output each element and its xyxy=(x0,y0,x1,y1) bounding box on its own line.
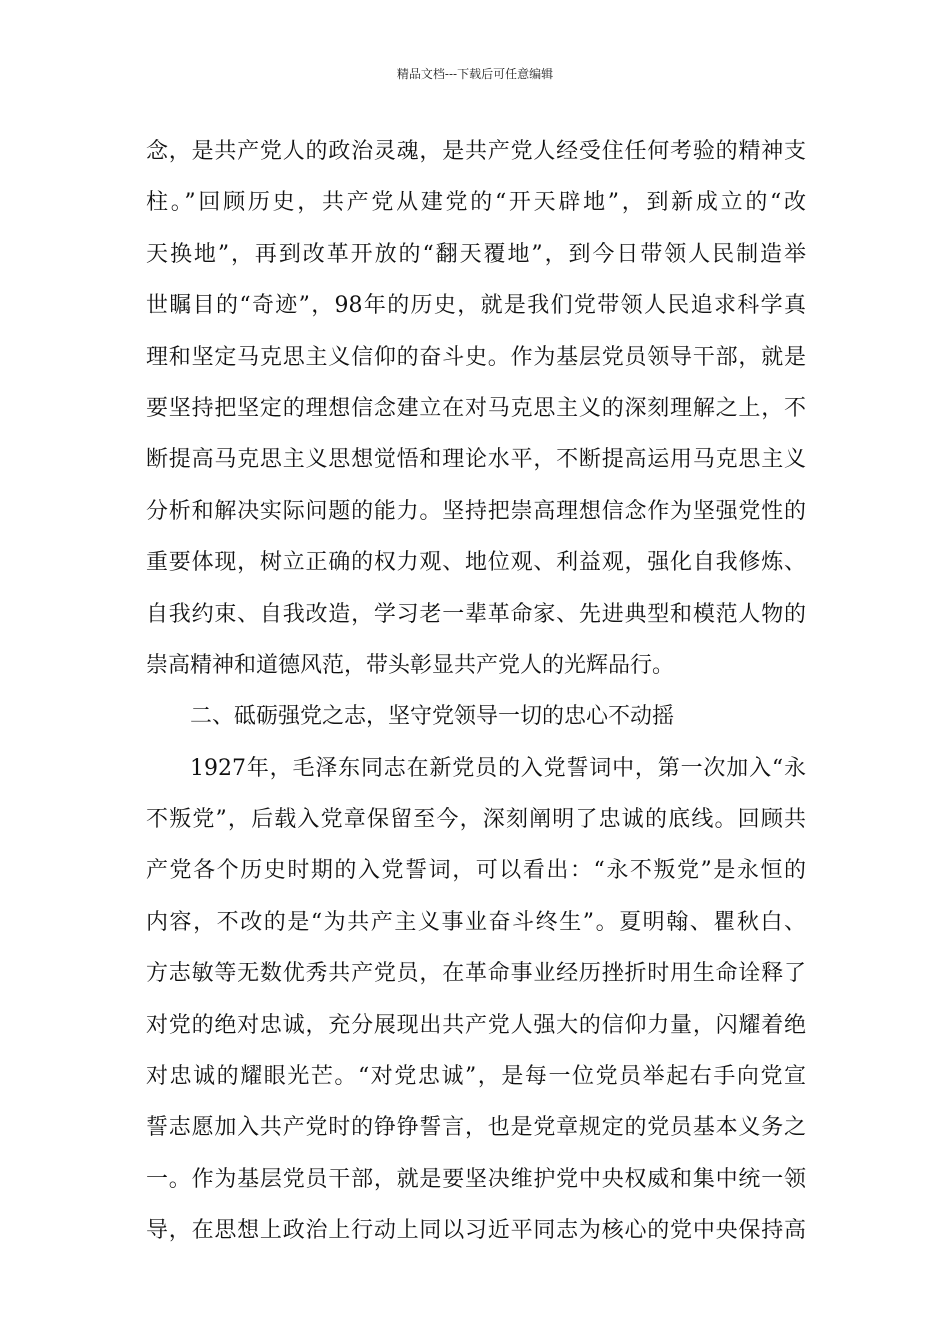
section-heading: 二、砥砺强党之志，坚守党领导一切的忠心不动摇 xyxy=(190,704,675,730)
text-line: 不叛党”，后载入党章保留至今，深刻阐明了忠诚的底线。回顾共 xyxy=(146,807,806,833)
text-line: 导，在思想上政治上行动上同以习近平同志为核心的党中央保持高 xyxy=(146,1218,806,1244)
text-line: 崇高精神和道德风范，带头彰显共产党人的光辉品行。 xyxy=(146,652,675,678)
text-line: 断提高马克思主义思想觉悟和理论水平，不断提高运用马克思主义 xyxy=(146,447,806,473)
document-body xyxy=(146,126,806,1257)
text-line: 1927年，毛泽东同志在新党员的入党誓词中，第一次加入“永 xyxy=(190,755,806,781)
text-line: 重要体现，树立正确的权力观、地位观、利益观，强化自我修炼、 xyxy=(146,550,806,576)
text-line: 理和坚定马克思主义信仰的奋斗史。作为基层党员领导干部，就是 xyxy=(146,344,806,370)
text-line: 念，是共产党人的政治灵魂，是共产党人经受住任何考验的精神支 xyxy=(146,139,806,164)
text-line: 世瞩目的“奇迹”，98年的历史，就是我们党带领人民追求科学真 xyxy=(146,293,806,319)
page-header: 精品文档---下载后可任意编辑 xyxy=(396,67,554,81)
text-line: 方志敏等无数优秀共产党员，在革命事业经历挫折时用生命诠释了 xyxy=(146,961,806,987)
text-line: 要坚持把坚定的理想信念建立在对马克思主义的深刻理解之上，不 xyxy=(146,395,806,421)
text-line: 一。作为基层党员干部，就是要坚决维护党中央权威和集中统一领 xyxy=(146,1166,806,1192)
text-line: 产党各个历史时期的入党誓词，可以看出：“永不叛党”是永恒的 xyxy=(146,858,806,884)
text-line: 誓志愿加入共产党时的铮铮誓言，也是党章规定的党员基本义务之 xyxy=(146,1115,806,1141)
text-line: 对党的绝对忠诚，充分展现出共产党人强大的信仰力量，闪耀着绝 xyxy=(146,1012,806,1038)
text-line: 自我约束、自我改造，学习老一辈革命家、先进典型和模范人物的 xyxy=(146,601,806,627)
text-line: 天换地”，再到改革开放的“翻天覆地”，到今日带领人民制造举 xyxy=(146,241,806,267)
text-line: 柱。”回顾历史，共产党从建党的“开天辟地”，到新成立的“改 xyxy=(146,190,806,216)
text-line: 对忠诚的耀眼光芒。“对党忠诚”，是每一位党员举起右手向党宣 xyxy=(146,1064,806,1090)
text-line: 分析和解决实际问题的能力。坚持把崇高理想信念作为坚强党性的 xyxy=(146,498,806,524)
text-line: 内容，不改的是“为共产主义事业奋斗终生”。夏明翰、瞿秋白、 xyxy=(146,909,806,935)
